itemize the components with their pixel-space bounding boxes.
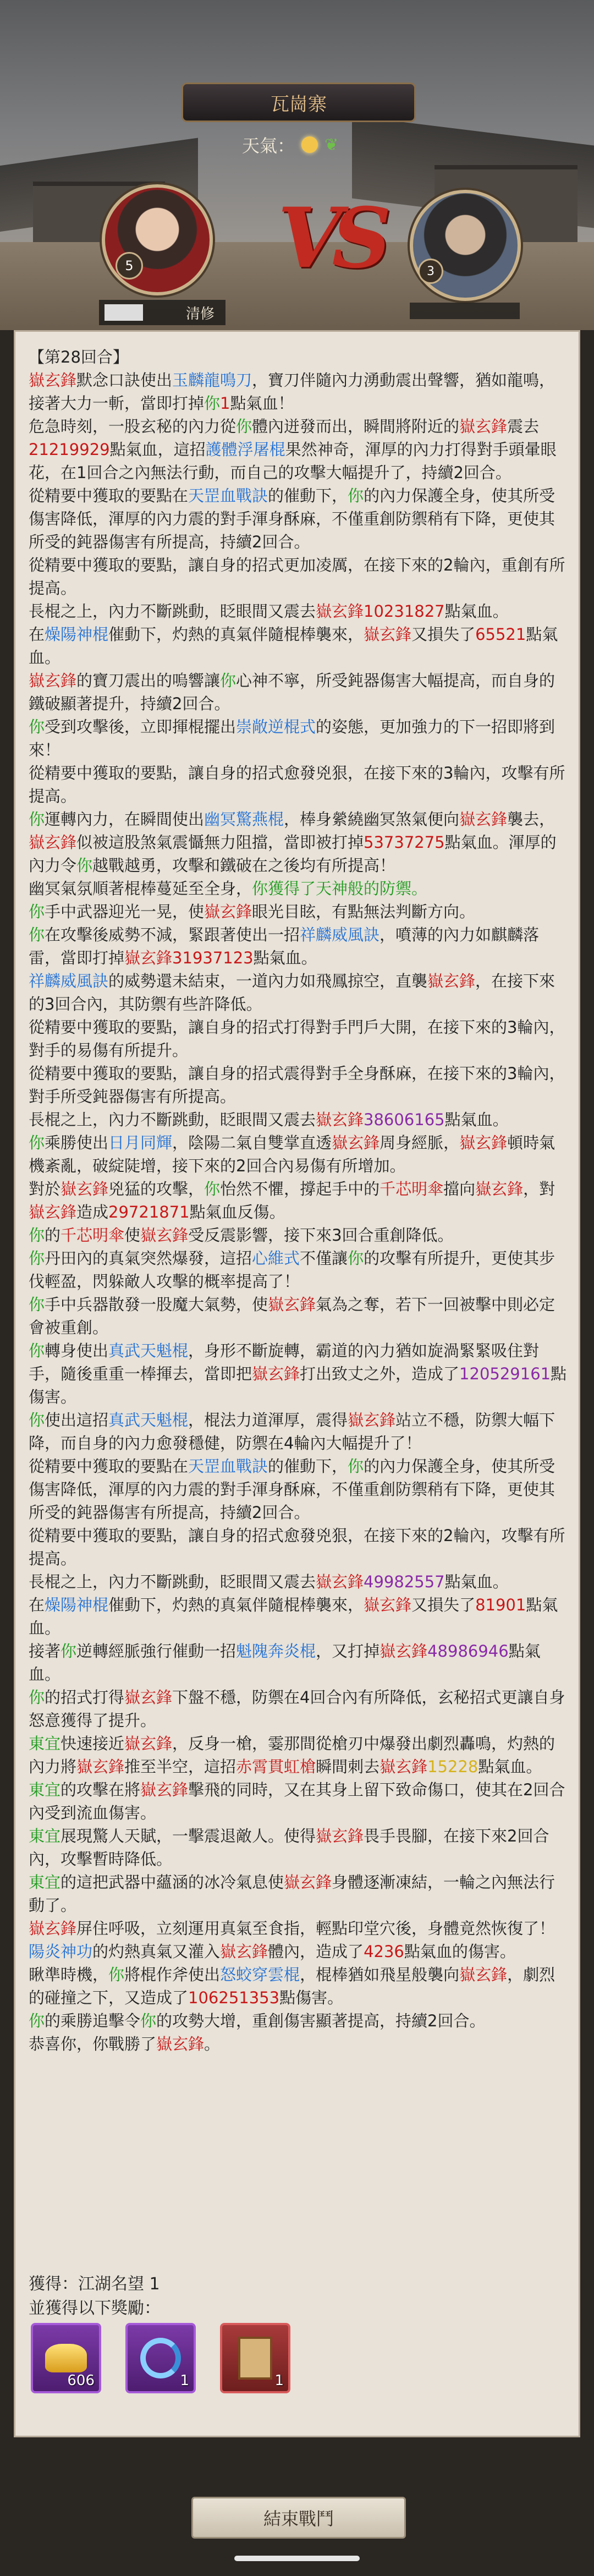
battle-log-segment: 瞬間刺去: [316, 1757, 380, 1776]
battle-log-segment: 嶽玄鋒: [124, 1734, 173, 1753]
location-title-text: 瓦崗寨: [271, 93, 327, 116]
reward-item-scroll[interactable]: [220, 2323, 290, 2393]
battle-log-segment: ，噴薄的內力如麒麟落雷，當即打掉: [29, 925, 540, 967]
battle-log-segment: 屏住呼吸，立刻運用真氣至食指，輕點印堂穴後，身體竟然恢復了！: [76, 1919, 556, 1938]
end-battle-button[interactable]: [191, 2497, 406, 2539]
battle-log-segment: 真武天魁棍: [108, 1411, 189, 1429]
battle-log-segment: 你: [29, 1411, 45, 1429]
battle-log-segment: 106251353: [188, 1988, 280, 2007]
reward-item-count: 606: [67, 2372, 95, 2389]
battle-log-segment: 將棍作斧使出: [124, 1965, 221, 1984]
battle-log-segment: 。: [204, 2035, 221, 2053]
battle-log-entry: [29, 1131, 568, 1177]
player-name: 清修: [185, 305, 215, 322]
battle-log-segment: 你: [29, 1133, 45, 1152]
battle-log-segment: 嶽玄鋒: [316, 1110, 364, 1129]
battle-log-segment: 你: [29, 717, 45, 736]
battle-log-segment: 又損失了: [411, 625, 476, 644]
battle-log-segment: 嶽玄鋒: [380, 1757, 428, 1776]
battle-log-segment: 對於: [29, 1180, 61, 1198]
reward-item-talisman[interactable]: [125, 2323, 196, 2393]
enemy-level-badge: [418, 259, 443, 284]
battle-log-segment: 你: [29, 1295, 45, 1314]
battle-log-segment: 點氣血。: [444, 602, 509, 621]
battle-log-segment: 丹田內的真氣突然爆發，這招: [45, 1249, 252, 1268]
battle-log-entry: [29, 761, 568, 808]
battle-log-segment: 你: [29, 810, 45, 829]
battle-log-segment: 默念口訣使出: [76, 371, 173, 390]
battle-log-segment: 轉身使出: [45, 1341, 109, 1360]
battle-log-segment: 氣為之奪，若下一回被擊中則必定會被重創。: [29, 1295, 556, 1337]
battle-log-segment: 點傷害。: [279, 1988, 344, 2007]
enemy-level-text: 3: [427, 264, 435, 278]
reward-gain-line: 獲得：江湖名望 1: [29, 2274, 160, 2294]
battle-log-segment: 4236: [364, 1942, 404, 1961]
battle-log-entry: [29, 1570, 568, 1593]
battle-log-segment: 催動下，灼熱的真氣伴隨棍棒襲來，: [108, 625, 364, 644]
battle-log-segment: 嶽玄鋒: [316, 1572, 364, 1591]
enemy-nameplate: [410, 303, 520, 319]
battle-log-entry: [29, 1247, 568, 1293]
battle-log-segment: 嶽玄鋒: [316, 1827, 364, 1845]
battle-log-segment: 手中武器迎光一晃，使: [45, 902, 205, 921]
battle-log-segment: 的內力保護全身，使其所受傷害降低，渾厚的內力震的對手渾身酥麻，不僅重創防禦稍有下降，更使其所受的鈍器傷害有所提高，持續2回合。: [29, 1457, 556, 1522]
battle-log-segment: 49982557: [364, 1572, 445, 1591]
battle-log-segment: 的: [45, 1226, 61, 1245]
battle-log-entry: [29, 1917, 568, 1940]
battle-log-entry: [29, 553, 568, 600]
player-portrait[interactable]: [102, 184, 213, 295]
battle-log-segment: 點氣血。: [444, 1572, 509, 1591]
battle-log-segment: 燥陽神棍: [45, 1596, 109, 1614]
battle-log-segment: 千芯明傘: [380, 1180, 444, 1198]
battle-log-segment: 逆轉經脈強行催動一招: [76, 1642, 237, 1660]
battle-log-segment: 嶽玄鋒: [348, 1411, 396, 1429]
battle-log-segment: 的催動下，: [268, 486, 348, 505]
battle-log-segment: 你: [29, 1249, 45, 1268]
swirl-talisman-icon: [140, 2338, 181, 2378]
battle-log-segment: 眼光目眩，有點無法判斷方向。: [252, 902, 476, 921]
battle-log-entry: [29, 1455, 568, 1524]
battle-log-segment: 15228: [427, 1757, 479, 1776]
battle-log-segment: 你: [29, 902, 45, 921]
battle-log-segment: 心維式: [252, 1249, 300, 1268]
battle-log-segment: 你: [140, 2012, 157, 2030]
battle-log-segment: 畏手畏腳，在接下來2回合內，攻擊暫時降低。: [29, 1827, 549, 1868]
battle-log-entry: [29, 346, 568, 369]
battle-log-segment: 嶽玄鋒: [140, 1780, 189, 1799]
battle-log-segment: 【第28回合】: [29, 348, 129, 366]
battle-log-segment: 東宜: [29, 1780, 61, 1799]
battle-log-segment: 運轉內力，在瞬間使出: [45, 810, 205, 829]
reward-item-count: 1: [180, 2372, 189, 2389]
battle-log-segment: 陽炎神功: [29, 1942, 93, 1961]
battle-log-segment: 危急時刻，一股玄秘的內力從: [29, 417, 237, 436]
battle-log-segment: 嶽玄鋒: [29, 1203, 77, 1221]
battle-log-segment: 嶽玄鋒: [220, 1942, 268, 1961]
battle-log-entry: [29, 1686, 568, 1732]
battle-log-segment: 你: [236, 417, 252, 436]
battle-log-segment: 兇猛的攻擊，: [108, 1180, 205, 1198]
battle-log-segment: 使出這招: [45, 1411, 109, 1429]
battle-log-entry: [29, 1062, 568, 1108]
battle-log-segment: 護體浮屠棍: [205, 440, 285, 459]
battle-log-segment: 嶽玄鋒31937123: [124, 949, 254, 967]
scroll-book-icon: [238, 2337, 272, 2380]
battle-log-segment: 長棍之上，內力不斷跳動，眨眼間又震去: [29, 1572, 316, 1591]
battle-log-segment: 你: [348, 486, 364, 505]
reward-section: [29, 2272, 161, 2321]
battle-log-segment: 真武天魁棍: [108, 1341, 189, 1360]
battle-log-segment: 造成: [76, 1203, 109, 1221]
battle-log-segment: 從精要中獲取的要點在: [29, 486, 189, 505]
battle-log-segment: 魁隗奔炎棍: [236, 1642, 316, 1660]
battle-scene-header: [0, 0, 594, 330]
battle-log-entry: [29, 923, 568, 969]
battle-log-segment: 29721871: [108, 1203, 190, 1221]
battle-log-segment: 接著: [29, 1642, 61, 1660]
battle-log-segment: 的寶刀震出的嗚響讓: [76, 671, 221, 690]
battle-log-entry: [29, 808, 568, 877]
battle-log-segment: 的攻擊在將: [61, 1780, 141, 1799]
battle-log-segment: 點氣血。: [253, 949, 317, 967]
battle-log-segment: ，在接下來的3回合內，其防禦有些許降低。: [29, 972, 556, 1013]
battle-log-segment: 催動下，灼熱的真氣伴隨棍棒襲來，: [108, 1596, 364, 1614]
battle-log-segment: 點氣血。: [478, 1757, 542, 1776]
battle-log-segment: 你: [204, 1180, 221, 1198]
battle-log-segment: 怒蛟穿雲棍: [220, 1965, 300, 1984]
battle-log-segment: 恭喜你，你戰勝了: [29, 2035, 157, 2053]
battle-log-segment: ，又打掉: [316, 1642, 380, 1660]
battle-log-segment: 點氣血！: [230, 394, 294, 413]
battle-log-segment: 嶽玄鋒: [475, 1180, 524, 1198]
battle-log-entry: [29, 2009, 568, 2032]
battle-log-segment: 點氣血反傷。: [189, 1203, 285, 1221]
battle-log-segment: 快速接近: [61, 1734, 125, 1753]
player-level-badge: [116, 252, 143, 279]
battle-log-segment: ，寶刀伴隨內力湧動震出聲響，猶如龍鳴，接著大力一斬，當即打掉: [29, 371, 556, 413]
battle-log-entry: [29, 1408, 568, 1455]
battle-log-entry: [29, 1593, 568, 1640]
battle-log-segment: 點氣血。: [29, 1596, 558, 1637]
battle-log-entry: [29, 900, 568, 923]
battle-log-segment: 心神不寧，所受鈍器傷害大幅提高，而自身的鐵破顯著提升，持續2回合。: [29, 671, 556, 713]
battle-log-entry: [29, 484, 568, 553]
battle-log-segment: 又損失了: [411, 1596, 476, 1614]
battle-log-entry: [29, 1732, 568, 1778]
reward-item-gold[interactable]: [31, 2323, 101, 2393]
battle-log-segment: 玉麟龍鳴刀: [172, 371, 252, 390]
battle-log-segment: 點氣血的傷害。: [404, 1942, 516, 1961]
battle-log-entry: [29, 715, 568, 761]
battle-log-segment: 點氣血。: [29, 1642, 541, 1684]
battle-log-segment: 身體逐漸凍結，一輪之內無法行動了。: [29, 1873, 556, 1915]
battle-log-segment: 從精要中獲取的要點，讓自身的招式愈發兇狠，在接下來的3輪內，攻擊有所提高。: [29, 764, 565, 805]
battle-log-entry: [29, 1524, 568, 1570]
battle-log-segment: 點氣血。渾厚的內力令: [29, 833, 557, 875]
battle-log-segment: 在: [29, 625, 45, 644]
battle-log-segment: 你: [220, 671, 237, 690]
home-indicator[interactable]: [234, 2556, 360, 2561]
battle-log-segment: 東宜: [29, 1827, 61, 1845]
battle-log-segment: 擋向: [443, 1180, 476, 1198]
battle-log-segment: 嶽玄鋒: [284, 1873, 332, 1892]
battle-log-segment: 你: [348, 1249, 364, 1268]
battle-log-segment: 嶽玄鋒: [61, 1180, 109, 1198]
battle-log-segment: 赤霄貫虹槍: [236, 1757, 316, 1776]
battle-log-entry: [29, 669, 568, 715]
battle-log-segment: 嶽玄鋒: [29, 371, 77, 390]
battle-log-segment: 點氣血，這招: [109, 440, 206, 459]
battle-log-segment: 嶽玄鋒: [76, 1757, 125, 1776]
battle-log-segment: 果然神奇，渾厚的內力打得對手頭暈眼花，在1回合之內無法行動，而自己的攻擊大幅提升了，持續2回合。: [29, 440, 557, 482]
battle-log-segment: 體內迸發而出，瞬間將附近的: [252, 417, 460, 436]
battle-log-segment: 長棍之上，內力不斷跳動，眨眼間又震去: [29, 1110, 316, 1129]
battle-log-entry: [29, 600, 568, 623]
battle-log-entry: [29, 1871, 568, 1917]
battle-log-segment: 天罡血戰訣: [188, 1457, 268, 1476]
player-nameplate: [99, 300, 226, 325]
battle-log-segment: 似被這股煞氣震懾無力阻擋，當即被打掉: [76, 833, 364, 852]
battle-log-segment: 東宜: [29, 1734, 61, 1753]
sun-icon: [301, 136, 318, 153]
battle-log-segment: 嶽玄鋒: [156, 2035, 205, 2053]
battle-log-segment: 不僅讓: [300, 1249, 348, 1268]
battle-log-segment: 受反震影響，接下來3回合重創降低。: [188, 1226, 454, 1245]
battle-log-segment: 從精要中獲取的要點，讓自身的招式震得對手全身酥麻，在接下來的3輪內，對手所受鈍器傷害有所提高。: [29, 1064, 565, 1106]
battle-log-segment: 你: [29, 1226, 45, 1245]
battle-log-entry: [29, 1016, 568, 1062]
battle-log-segment: 嶽玄鋒: [380, 1642, 428, 1660]
battle-log-entry: [29, 415, 568, 484]
battle-log-segment: 你: [76, 856, 93, 875]
battle-log-segment: ，棍法力道渾厚，震得: [188, 1411, 348, 1429]
battle-log-entry: [29, 1339, 568, 1408]
battle-log-segment: 從精要中獲取的要點，讓自身的招式愈發兇狠，在接下來的2輪內，攻擊有所提高。: [29, 1526, 565, 1568]
battle-log-segment: 下盤不穩，防禦在4回合內有所降低，玄秘招式更讓自身怒意獲得了提升。: [29, 1688, 565, 1730]
battle-log-segment: 幽冥驚燕棍: [204, 810, 284, 829]
battle-log-segment: 嶽玄鋒10231827: [316, 602, 445, 621]
battle-log-segment: 38606165: [364, 1110, 445, 1129]
battle-log-segment: 你: [29, 2012, 45, 2030]
battle-log-segment: 從精要中獲取的要點，讓自身的招式打得對手門戶大開，在接下來的3輪內，對手的易傷有所提升。: [29, 1018, 565, 1060]
battle-log-segment: 祥麟威風訣: [300, 925, 380, 944]
battle-log-segment: 的攻擊有所提升，更使其步伐輕盈，閃躲敵人攻擊的概率提高了！: [29, 1249, 556, 1291]
battle-log-segment: 嶽玄鋒: [252, 1364, 300, 1383]
battle-log-segment: ，對: [523, 1180, 556, 1198]
location-title: [182, 83, 416, 122]
battle-log-segment: 乘勝使出: [45, 1133, 109, 1152]
battle-log-segment: ，反身一槍，霎那間從槍刃中爆發出劇烈轟鳴，灼熱的內力將: [29, 1734, 556, 1776]
battle-log-entry: [29, 1778, 568, 1824]
reward-extra-line: 並獲得以下獎勵：: [29, 2299, 161, 2318]
battle-log-segment: ，陰陽二氣自雙掌直透: [172, 1133, 332, 1152]
battle-log-entry: [29, 1108, 568, 1131]
leaf-icon: ❦: [324, 135, 339, 155]
battle-log-segment: 21219929: [29, 440, 110, 459]
battle-log-segment: 81901: [475, 1596, 526, 1614]
battle-log-segment: 東宜: [29, 1873, 61, 1892]
battle-log-segment: 的內力保護全身，使其所受傷害降低，渾厚的內力震的對手渾身酥麻，不僅重創防禦稍有下降，更使其所受的鈍器傷害有所提高，持續2回合。: [29, 486, 556, 551]
battle-log-segment: 你: [61, 1642, 77, 1660]
battle-log-segment: 點氣血。: [444, 1110, 509, 1129]
battle-log-segment: ，劇烈的碰撞之下，又造成了: [29, 1965, 556, 2007]
battle-log-entry: [29, 1940, 568, 1963]
battle-log-segment: 嶽玄鋒: [364, 625, 412, 644]
battle-log-segment: 頓時氣機紊亂，破綻陡增，接下來的2回合內易傷有所增加。: [29, 1133, 556, 1175]
battle-log-segment: 的姿態，更加強力的下一招即將到來！: [29, 717, 556, 759]
battle-log-segment: 的乘勝追擊令: [45, 2012, 141, 2030]
battle-log-segment: 推至半空，這招: [124, 1757, 237, 1776]
battle-log-segment: 你: [348, 1457, 364, 1476]
battle-log-segment: 嶽玄鋒: [459, 417, 508, 436]
reward-item-count: 1: [274, 2372, 284, 2389]
battle-log-segment: 天罡血戰訣: [188, 486, 268, 505]
end-battle-label: 結束戰鬥: [263, 2508, 334, 2529]
battle-log-segment: 嶽玄鋒: [140, 1226, 189, 1245]
battle-log-segment: 120529161: [459, 1364, 551, 1383]
battle-log-segment: 嶽玄鋒: [29, 833, 77, 852]
battle-log-segment: 點傷害。: [29, 1364, 567, 1406]
battle-log-segment: 嶽玄鋒: [459, 1965, 508, 1984]
battle-log-entry: [29, 969, 568, 1016]
battle-log-segment: 嶽玄鋒: [427, 972, 476, 990]
battle-log-segment: 的灼熱真氣又灌入: [92, 1942, 221, 1961]
enemy-portrait[interactable]: [410, 190, 521, 301]
battle-log-entry: [29, 1224, 568, 1247]
battle-log-segment: 你獲得了天神般的防禦。: [252, 879, 428, 898]
battle-log-segment: 65521: [475, 625, 526, 644]
battle-log-entry: [29, 2032, 568, 2056]
battle-log-segment: 瞅準時機，: [29, 1965, 109, 1984]
player-level-text: 5: [125, 258, 134, 273]
battle-log-segment: 的威勢還未結束，一道內力如飛鳳掠空，直襲: [108, 972, 428, 990]
battle-log-segment: 你: [204, 394, 221, 413]
battle-log-segment: 嶽玄鋒: [124, 1688, 173, 1707]
battle-log-segment: 怡然不懼，撐起手中的: [220, 1180, 380, 1198]
battle-log-segment: 從精要中獲取的要點在: [29, 1457, 189, 1476]
battle-log-segment: 你: [29, 1341, 45, 1360]
battle-log-entry: [29, 1824, 568, 1871]
weather-label: 天氣：: [242, 135, 295, 156]
battle-log-segment: 你: [29, 925, 45, 944]
battle-log-segment: 越戰越勇，攻擊和鐵破在之後均有所提高！: [92, 856, 396, 875]
battle-log-segment: 手中兵器散發一股魔大氣勢，使: [45, 1295, 268, 1314]
versus-text: VS: [278, 190, 382, 287]
battle-log-segment: ，棍棒猶如飛星般襲向: [300, 1965, 460, 1984]
battle-log-segment: 嶽玄鋒: [29, 1919, 77, 1938]
battle-log-entry: [29, 1963, 568, 2009]
battle-log-segment: 擊飛的同時，又在其身上留下致命傷口，使其在2回合內受到流血傷害。: [29, 1780, 565, 1822]
battle-log-segment: 53737275: [364, 833, 445, 852]
battle-log-segment: 嶽玄鋒: [459, 1133, 508, 1152]
battle-log-segment: 嶽玄鋒: [332, 1133, 380, 1152]
weather-indicator: [242, 131, 338, 158]
battle-log-entry: [29, 1640, 568, 1686]
battle-log-entry: [29, 1293, 568, 1339]
player-hp-bar: [105, 304, 143, 321]
battle-log-segment: 從精要中獲取的要點，讓自身的招式更加凌厲，在接下來的2輪內，重創有所提高。: [29, 556, 565, 598]
battle-log-segment: 嶽玄鋒: [459, 810, 508, 829]
battle-log-segment: 祥麟威風訣: [29, 972, 109, 990]
battle-log-segment: 長棍之上，內力不斷跳動，眨眼間又震去: [29, 602, 316, 621]
battle-log-segment: 你: [108, 1965, 125, 1984]
battle-log-segment: 在攻擊後威勢不減，緊跟著使出一招: [45, 925, 300, 944]
battle-log-segment: 的這把武器中蘊涵的冰冷氣息使: [61, 1873, 284, 1892]
battle-log-segment: 襲去，: [507, 810, 556, 829]
battle-log-entry: [29, 623, 568, 669]
battle-log-segment: 的攻勢大增，重創傷害顯著提高，持續2回合。: [156, 2012, 486, 2030]
battle-log-segment: 展現驚人天賦，一擊震退敵人。使得: [61, 1827, 316, 1845]
battle-log-segment: 使: [124, 1226, 141, 1245]
battle-log-entry: [29, 369, 568, 415]
battle-log-segment: 站立不穩，防禦大幅下降，而自身的內力愈發穩健，防禦在4輪內大幅提升了！: [29, 1411, 556, 1453]
battle-log-segment: 日月同輝: [108, 1133, 173, 1152]
battle-log-segment: 體內，造成了: [268, 1942, 364, 1961]
battle-log-segment: 你: [29, 1688, 45, 1707]
battle-log-segment: 崇敞逆棍式: [236, 717, 316, 736]
battle-log-segment: 燥陽神棍: [45, 625, 109, 644]
battle-log-segment: 在: [29, 1596, 45, 1614]
battle-log-segment: 打出致丈之外，造成了: [300, 1364, 460, 1383]
battle-log-segment: 嶽玄鋒: [204, 902, 252, 921]
battle-log-segment: ，棒身縈繞幽冥煞氣便向: [284, 810, 460, 829]
battle-log-segment: 1: [220, 394, 230, 413]
versus-icon: [278, 190, 382, 287]
battle-log-segment: 震去: [507, 417, 540, 436]
battle-log-segment: 千芯明傘: [61, 1226, 125, 1245]
gold-ingot-icon: [45, 2344, 87, 2372]
battle-log-segment: 的催動下，: [268, 1457, 348, 1476]
battle-log-segment: 嶽玄鋒: [29, 671, 77, 690]
battle-log-segment: 點氣血。: [29, 625, 558, 667]
battle-log-entry: [29, 877, 568, 900]
battle-log-segment: 48986946: [427, 1642, 509, 1660]
battle-log-segment: 幽冥氣氛順著棍棒蔓延至全身，: [29, 879, 252, 898]
battle-log-entry: [29, 1177, 568, 1224]
battle-log-segment: 周身經脈，: [380, 1133, 460, 1152]
battle-log-segment: 的招式打得: [45, 1688, 125, 1707]
battle-log: [29, 346, 568, 2056]
battle-log-segment: 嶽玄鋒: [364, 1596, 412, 1614]
battle-log-segment: ，身形不斷旋轉，霸道的內力猶如旋渦緊緊吸住對手，隨後重重一棒揮去，當即把: [29, 1341, 540, 1383]
battle-log-segment: 嶽玄鋒: [268, 1295, 316, 1314]
battle-log-segment: 受到攻擊後，立即揮棍擺出: [45, 717, 237, 736]
